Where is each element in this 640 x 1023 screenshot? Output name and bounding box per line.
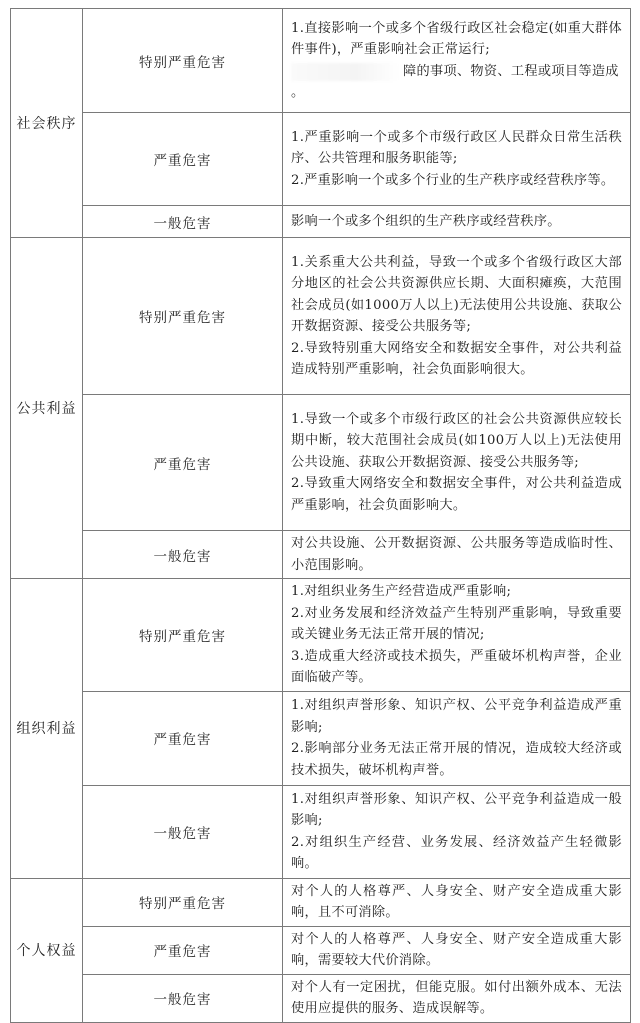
category-public-interest: 公共利益 (11, 238, 83, 579)
harm-description (283, 579, 631, 692)
level-label: 一般危害 (83, 531, 283, 579)
harm-description (283, 206, 631, 238)
level-label: 一般危害 (83, 206, 283, 238)
table-row (11, 238, 631, 395)
description-line: 2.严重影响一个或多个行业的生产秩序或经营秩序等。 (291, 172, 615, 188)
level-label: 特别严重危害 (83, 579, 283, 692)
description-line: 1.关系重大公共利益，导致一个或多个省级行政区大部分地区的社会公共资源供应长期、大面积瘫痪，大范围社会成员(如1000万人以上)无法使用公共设施、获取公开数据资源、接受公共服务等; (291, 254, 622, 334)
description-line: 2.影响部分业务无法正常开展的情况，造成较大经济或技术损失，破坏机构声誉。 (291, 741, 622, 778)
table-row (11, 691, 631, 785)
blur-mask (291, 63, 399, 81)
level-label: 严重危害 (83, 395, 283, 531)
description-line: 1.直接影响一个或多个省级行政区社会稳定(如重大群体件事件)，严重影响社会正常运行; (291, 20, 622, 57)
harm-description (283, 974, 631, 1022)
description-line: 障的事项、物资、工程或项目等造成 (403, 63, 619, 79)
table-row (11, 974, 631, 1022)
description-line: 对个人的人格尊严、人身安全、财产安全造成重大影响，且不可消除。 (291, 883, 622, 920)
description-line: 影响一个或多个组织的生产秩序或经营秩序。 (291, 213, 561, 229)
description-line-obscured (291, 61, 622, 83)
table-row (11, 531, 631, 579)
harm-description (283, 691, 631, 785)
description-line: 2.对业务发展和经济效益产生特别严重影响，导致重要或关键业务无法正常开展的情况; (291, 605, 622, 642)
level-label: 一般危害 (83, 785, 283, 878)
description-line: 1.对组织声誉形象、知识产权、公平竞争利益造成严重影响; (291, 698, 622, 735)
description-line: 1.导致一个或多个市级行政区的社会公共资源供应较长期中断，较大范围社会成员(如100万人以上)无法使用公共设施、获取公开数据资源、接受公共服务等; (291, 411, 622, 470)
table-row (11, 9, 631, 113)
description-line: 3.造成重大经济或技术损失，严重破坏机构声誉，企业面临破产等。 (291, 648, 622, 685)
level-label: 严重危害 (83, 691, 283, 785)
description-line: 2.导致重大网络安全和数据安全事件，对公共利益造成严重影响，社会负面影响大。 (291, 476, 622, 513)
description-line: 1.对组织业务生产经营造成严重影响; (291, 584, 512, 599)
harm-description (283, 878, 631, 926)
harm-description (283, 926, 631, 974)
harm-classification-table (10, 8, 631, 1023)
table-row (11, 206, 631, 238)
table-row (11, 113, 631, 206)
level-label: 特别严重危害 (83, 238, 283, 395)
category-social-order: 社会秩序 (11, 9, 83, 238)
table-row (11, 395, 631, 531)
harm-description (283, 785, 631, 878)
category-personal-rights: 个人权益 (11, 878, 83, 1022)
table-row (11, 926, 631, 974)
description-line: 对个人的人格尊严、人身安全、财产安全造成重大影响，需要较大代价消除。 (291, 931, 622, 968)
category-organization-interest: 组织利益 (11, 579, 83, 879)
description-line-end: 。 (291, 85, 305, 100)
harm-description (283, 9, 631, 113)
description-line: 2.对组织生产经营、业务发展、经济效益产生轻微影响。 (291, 834, 622, 871)
table-row (11, 579, 631, 692)
harm-description (283, 395, 631, 531)
harm-description (283, 238, 631, 395)
description-line: 对个人有一定困扰，但能克服。如付出额外成本、无法使用应提供的服务、造成误解等。 (291, 979, 622, 1016)
harm-description (283, 113, 631, 206)
description-line: 对公共设施、公开数据资源、公共服务等造成临时性、小范围影响。 (291, 536, 622, 573)
table-row (11, 785, 631, 878)
harm-description (283, 531, 631, 579)
level-label: 一般危害 (83, 974, 283, 1022)
table-row (11, 878, 631, 926)
description-line: 1.严重影响一个或多个市级行政区人民群众日常生活秩序、公共管理和服务职能等; (291, 129, 622, 167)
level-label: 严重危害 (83, 113, 283, 206)
description-line: 2.导致特别重大网络安全和数据安全事件，对公共利益造成特别严重影响，社会负面影响很大。 (291, 340, 622, 377)
level-label: 特别严重危害 (83, 9, 283, 113)
level-label: 严重危害 (83, 926, 283, 974)
level-label: 特别严重危害 (83, 878, 283, 926)
description-line: 1.对组织声誉形象、知识产权、公平竞争利益造成一般影响; (291, 791, 622, 828)
